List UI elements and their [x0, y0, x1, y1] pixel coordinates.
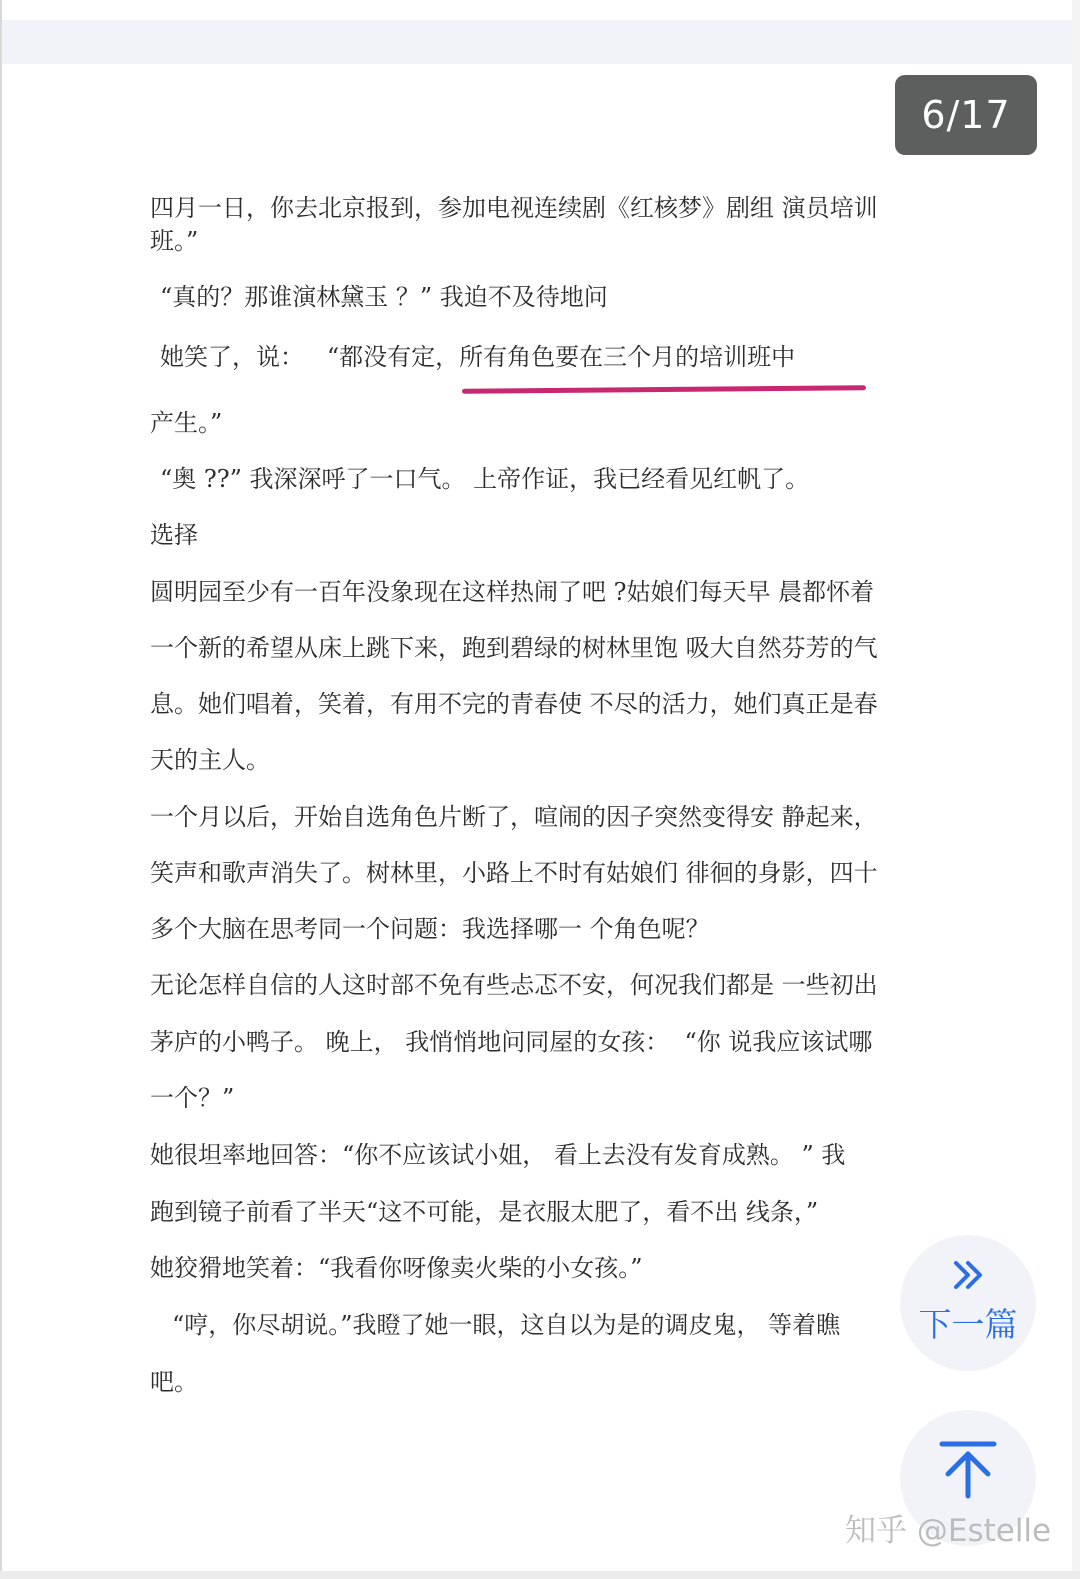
text-line: 圆明园至少有一百年没象现在这样热闹了吧 ?姑娘们每天早 晨都怀着	[150, 578, 875, 606]
text-line: 一个新的希望从床上跳下来，跑到碧绿的树林里饱 吸大自然芬芳的气	[150, 634, 878, 662]
text-line: 笑声和歌声消失了。树林里，小路上不时有姑娘们 徘徊的身影，四十	[150, 859, 878, 887]
text-line: 班。”	[150, 227, 199, 255]
text-line: 息。她们唱着，笑着，有用不完的青春使 不尽的活力，她们真正是春	[150, 690, 878, 718]
arrow-up-to-top-icon	[938, 1440, 998, 1500]
text-line: 吧。	[150, 1368, 198, 1396]
text-line: 一个？”	[150, 1084, 235, 1112]
double-chevron-right-icon	[900, 1255, 1036, 1295]
text-line: 四月一日，你去北京报到，参加电视连续剧《红核梦》剧组 演员培训	[150, 194, 878, 222]
text-line: “奥 ??” 我深深呼了一口气。 上帝作证，我已经看见红帆了。	[160, 465, 810, 493]
text-line: 无论怎样自信的人这时部不免有些忐忑不安，何况我们都是 一些初出	[150, 971, 878, 999]
top-bar-strip	[0, 20, 1080, 64]
top-bar	[0, 0, 1080, 66]
text-line: 茅庐的小鸭子。 晚上， 我悄悄地问同屋的女孩： “你 说我应该试哪	[150, 1028, 873, 1056]
text-line: 她狡猾地笑着：“我看你呀像卖火柴的小女孩。”	[150, 1254, 643, 1282]
highlight-underline	[462, 385, 866, 394]
watermark: 知乎 @Estelle	[845, 1513, 1052, 1549]
left-border	[0, 0, 2, 1579]
text-line: 一个月以后，开始自选角色片断了，喧闹的因子突然变得安 静起来，	[150, 803, 878, 831]
bottom-border	[0, 1571, 1080, 1579]
next-article-button[interactable]	[900, 1235, 1036, 1371]
next-article-label: 下一篇	[918, 1305, 1018, 1344]
text-line: “哼，你尽胡说。”我瞪了她一眼，这自以为是的调皮鬼， 等着瞧	[172, 1311, 841, 1339]
section-heading: 选择	[150, 521, 198, 549]
text-line: 她笑了，说： “都没有定，所有角色要在三个月的培训班中	[160, 343, 796, 371]
text-line: 多个大脑在思考同一个问题：我选择哪一 个角色呢？	[150, 915, 710, 943]
text-line: 产生。”	[150, 409, 223, 437]
text-line: 天的主人。	[150, 746, 270, 774]
page-indicator-badge: 6/17	[895, 75, 1037, 155]
text-line: 她很坦率地回答：“你不应该试小姐， 看上去没有发育成熟。 ” 我	[150, 1141, 846, 1169]
text-line: 跑到镜子前看了半天“这不可能，是衣服太肥了，看不出 线条，”	[150, 1198, 819, 1226]
right-border	[1072, 0, 1080, 1579]
text-line: “真的？那谁演林黛玉 ？” 我迫不及待地问	[160, 283, 608, 311]
